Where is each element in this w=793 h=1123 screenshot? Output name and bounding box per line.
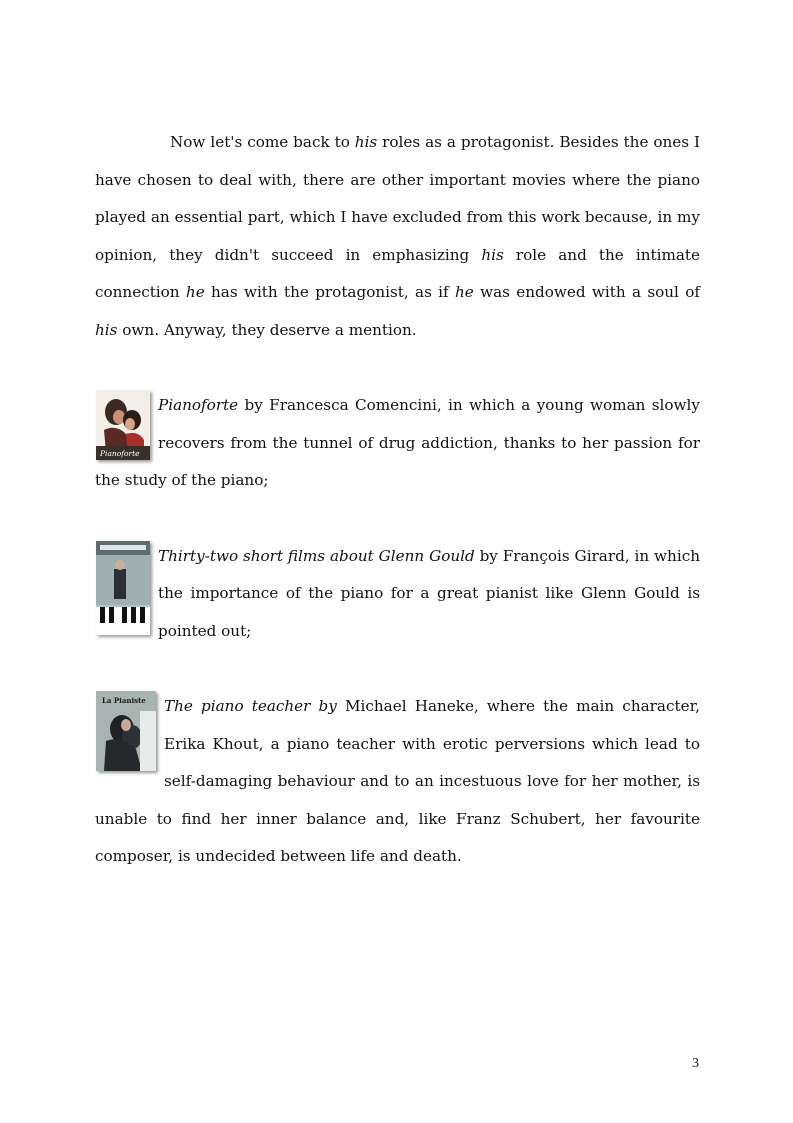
film-description: Thirty-two short films about Glenn Gould by François Girard, in which the importance of the piano for a great pianist like Glenn Gould is pointed out; [158,546,700,640]
glenn-gould-poster-image [96,541,150,635]
film-item-glenn-gould [95,538,700,651]
page-number: 3 [692,1056,699,1071]
film-description: Pianoforte by Francesca Comencini, in which a young woman slowly recovers from the tunnel of drug addiction, thanks to her passion for the study of the piano; [95,396,700,490]
intro-paragraph [95,124,700,350]
svg-text:La Pianiste: La Pianiste [102,695,146,705]
film-item-pianoforte [95,387,700,500]
svg-text:Pianoforte: Pianoforte [100,449,140,459]
film-description: The piano teacher by Michael Haneke, where the main character, Erika Khout, a piano teacher with erotic perversions which lead to self-damaging behaviour and to an incestuous love for her mother, is unable to find her inner balance and, like Franz Schubert, her favourite composer, is undecided between life and death. [95,696,700,866]
film-title: Pianoforte [158,396,239,415]
piano-teacher-poster-image [96,691,156,771]
intro-text: Now let's come back to his roles as a protagonist. Besides the ones I have chosen to deal with, there are other important movies where the piano played an essential part, which I have excluded from this work because, in my opinion, they didn't succeed in emphasizing his role and the intimate connection he has with the protagonist, as if he was endowed with a soul of his own. Anyway, they deserve a mention. [95,133,701,339]
film-title: The piano teacher by [164,696,337,715]
document-body [95,124,700,876]
film-item-piano-teacher [95,688,700,876]
film-title: Thirty-two short films about Glenn Gould [158,546,475,565]
pianoforte-poster-image [96,390,150,460]
